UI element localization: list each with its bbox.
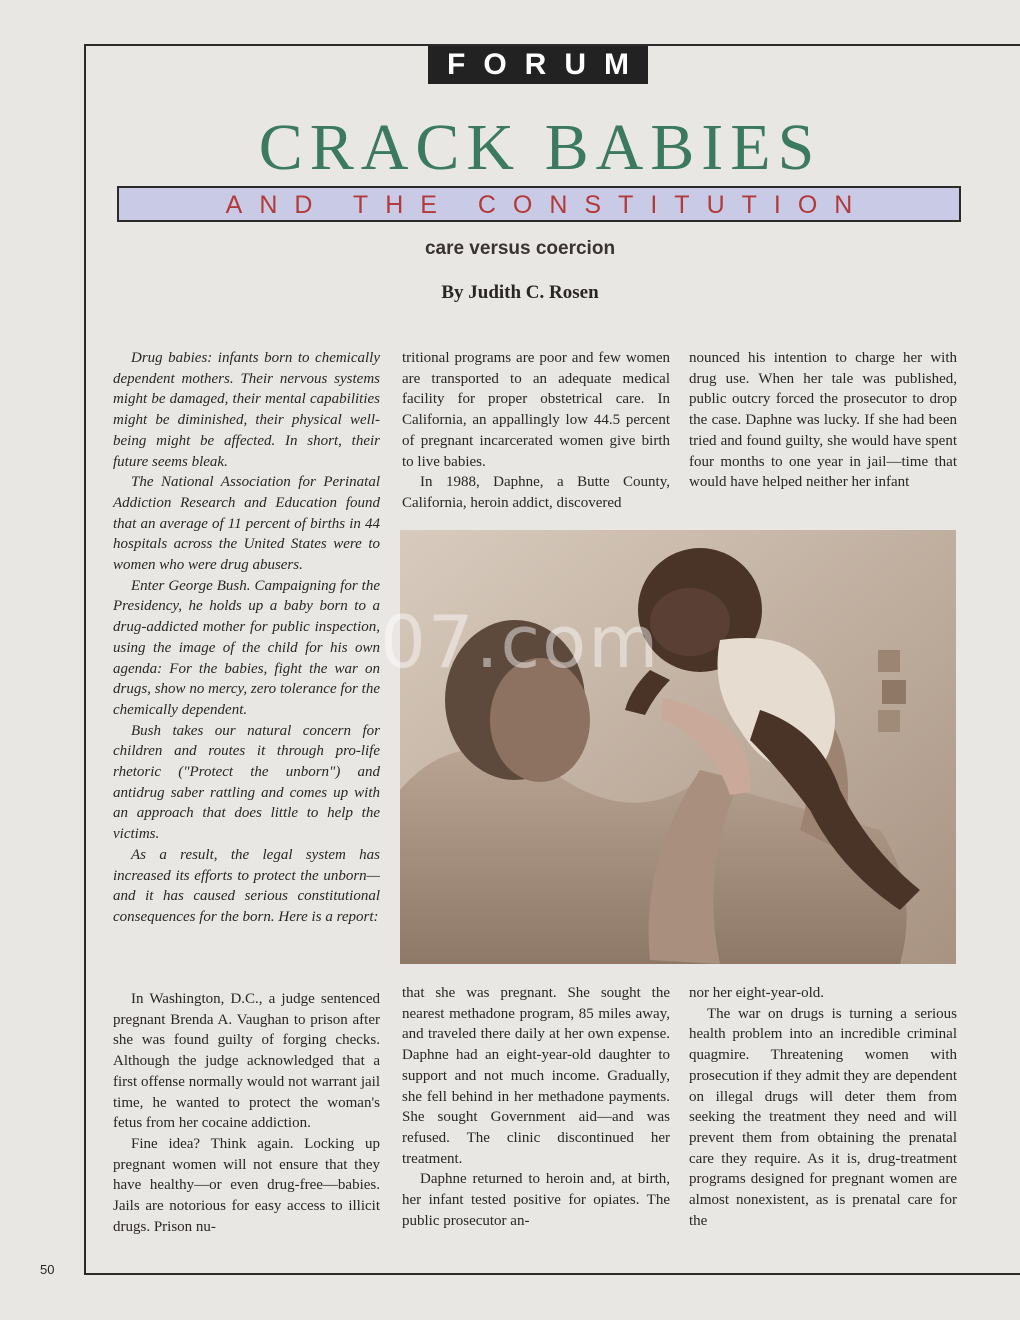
column-2-top xyxy=(402,348,670,514)
paragraph: In 1988, Daphne, a Butte County, California, heroin addict, discovered xyxy=(402,474,670,511)
column-1-intro xyxy=(113,348,380,928)
column-3-top xyxy=(689,348,957,493)
article-title: CRACK BABIES xyxy=(258,111,822,184)
page-frame-bottom xyxy=(84,1273,1020,1275)
photo-illustration xyxy=(400,530,956,964)
article-subtitle: care versus coercion xyxy=(424,238,616,259)
column-3-bottom xyxy=(689,983,957,1231)
column-1-body xyxy=(113,989,380,1237)
banner-text: AND THE CONSTITUTION xyxy=(225,191,870,219)
section-label: FORUM xyxy=(428,46,648,84)
byline: By Judith C. Rosen xyxy=(441,282,599,303)
paragraph: Daphne returned to heroin and, at birth, her infant tested positive for opiates. The public prosecutor an- xyxy=(402,1171,670,1229)
paragraph: that she was pregnant. She sought the nearest methadone program, 85 miles away, and traveled there daily at her own expense. Daphne had an eight-year-old daughter to support and not much income. Gradually, she fell behind in her methadone payments. She sought Government aid—and was refused. The clinic discontinued her treatment. xyxy=(402,985,670,1167)
paragraph: Bush takes our natural concern for children and routes it through pro-life rhetoric ("Protect the unborn") and antidrug saber rattling and comes up with an approach that does little to help the victims. xyxy=(113,722,380,843)
paragraph: As a result, the legal system has increased its efforts to protect the unborn—and it has caused serious constitutional consequences for the born. Here is a report: xyxy=(113,846,380,925)
watermark-text: 07.com xyxy=(380,600,661,684)
page-frame-left xyxy=(84,44,86,1274)
column-2-bottom xyxy=(402,983,670,1231)
paragraph: The war on drugs is turning a serious health problem into an incredible criminal quagmire. Threatening women with prosecution if they admit they are dependent on illegal drugs will deter them from seeking the treatment they need and will prevent them from obtaining the prenatal care they require. As it is, drug-treatment programs designed for pregnant women are almost nonexistent, as is prenatal care for the xyxy=(689,1005,957,1229)
article-photo xyxy=(400,530,956,964)
paragraph: nounced his intention to charge her with drug use. When her tale was published, public outcry forced the prosecutor to drop the case. Daphne was lucky. If she had been tried and found guilty, she would have spent four months to one year in jail—time that would have helped neither her infant xyxy=(689,350,957,491)
paragraph: Fine idea? Think again. Locking up pregnant women will not ensure that they have healthy—or even drug-free—babies. Jails are notorious for easy access to illicit drugs. Prison nu- xyxy=(113,1135,380,1235)
paragraph: Enter George Bush. Campaigning for the Presidency, he holds up a baby born to a drug-addicted mother for public inspection, using the image of the child for his own agenda: For the babies, fight the war on drugs, show no mercy, zero tolerance for the chemically dependent. xyxy=(113,577,380,718)
paragraph: Drug babies: infants born to chemically dependent mothers. Their nervous systems might be damaged, their mental capabilities might be diminished, their physical well-being might be affected. In short, their future seems bleak. xyxy=(113,350,380,470)
paragraph: The National Association for Perinatal Addiction Research and Education found that an average of 11 percent of births in 44 hospitals across the United States were to women who were drug abusers. xyxy=(113,474,380,574)
paragraph: In Washington, D.C., a judge sentenced pregnant Brenda A. Vaughan to prison after she was found guilty of forging checks. Although the judge acknowledged that a first offense normally would not warrant jail time, he wanted to protect the woman's fetus from her cocaine addiction. xyxy=(113,991,380,1132)
title-banner xyxy=(117,186,961,222)
paragraph: nor her eight-year-old. xyxy=(689,985,825,1001)
paragraph: tritional programs are poor and few women are transported to an adequate medical facility for proper obstetrical care. In California, an appallingly low 44.5 percent of pregnant incarcerated women give birth to live babies. xyxy=(402,350,670,470)
page-number: 50 xyxy=(40,1262,55,1277)
